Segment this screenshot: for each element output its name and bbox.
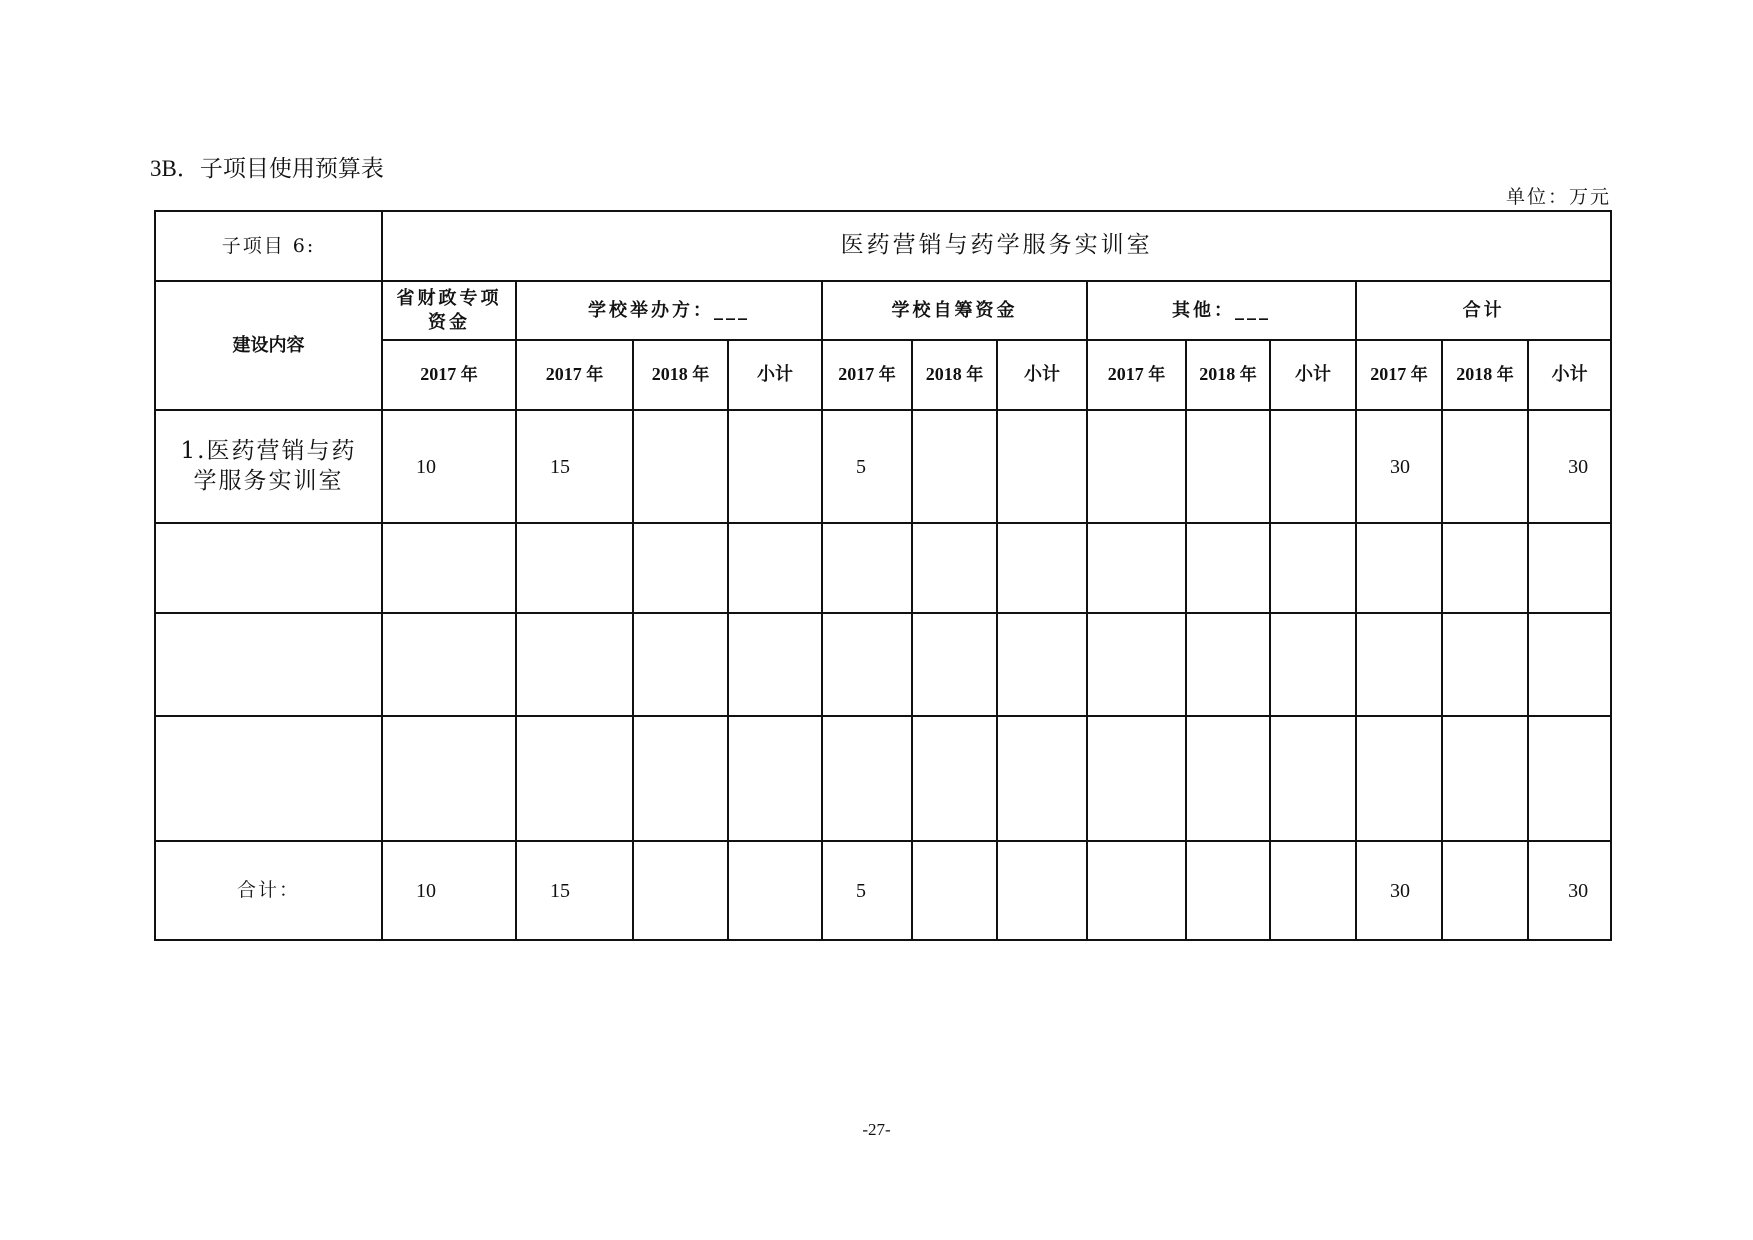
- year-header: 2017 年: [1356, 340, 1442, 410]
- row-content: 1.医药营销与药学服务实训室: [155, 410, 382, 523]
- cell-prov-2017: 10: [382, 410, 516, 523]
- table-row-empty: [155, 716, 1611, 841]
- budget-table: [154, 210, 1612, 941]
- cell-other-2018: [1186, 410, 1270, 523]
- sum-other-2017: [1087, 841, 1186, 940]
- sum-org-2018: [633, 841, 728, 940]
- subtotal-header: 小计: [997, 340, 1087, 410]
- year-header: 2017 年: [822, 340, 912, 410]
- section-title: 子项目使用预算表: [199, 156, 384, 182]
- sum-other-subtotal: [1270, 841, 1356, 940]
- col-header-content: 建设内容: [155, 281, 382, 410]
- table-row-empty: [155, 523, 1611, 613]
- cell-other-2017: [1087, 410, 1186, 523]
- year-header: 2018 年: [912, 340, 997, 410]
- cell-total-2018: [1442, 410, 1528, 523]
- table-row-empty: [155, 613, 1611, 716]
- cell-org-2018: [633, 410, 728, 523]
- sum-total-subtotal: 30: [1528, 841, 1611, 940]
- subproject-row: [155, 211, 1611, 281]
- sum-self-2017: 5: [822, 841, 912, 940]
- cell-total-2017: 30: [1356, 410, 1442, 523]
- col-header-total: 合计: [1356, 281, 1611, 340]
- sum-org-subtotal: [728, 841, 822, 940]
- col-header-self-funds: 学校自筹资金: [822, 281, 1087, 340]
- cell-self-2018: [912, 410, 997, 523]
- subtotal-header: 小计: [1528, 340, 1611, 410]
- sum-self-2018: [912, 841, 997, 940]
- section-heading: [150, 150, 384, 183]
- cell-other-subtotal: [1270, 410, 1356, 523]
- year-header: 2018 年: [1442, 340, 1528, 410]
- header-row-groups: [155, 281, 1611, 340]
- sum-total-2018: [1442, 841, 1528, 940]
- sum-total-2017: 30: [1356, 841, 1442, 940]
- subproject-label: 子项目 6:: [155, 211, 382, 281]
- cell-self-2017: 5: [822, 410, 912, 523]
- sum-label: 合计：: [155, 841, 382, 940]
- year-header: 2017 年: [382, 340, 516, 410]
- col-header-provincial: 省财政专项资金: [382, 281, 516, 340]
- sum-row: [155, 841, 1611, 940]
- subtotal-header: 小计: [728, 340, 822, 410]
- sum-self-subtotal: [997, 841, 1087, 940]
- unit-label: 单位：万元: [1505, 186, 1611, 208]
- subproject-title: 医药营销与药学服务实训室: [382, 211, 1611, 281]
- col-header-school-org: 学校举办方：___: [516, 281, 822, 340]
- year-header: 2017 年: [1087, 340, 1186, 410]
- cell-total-subtotal: 30: [1528, 410, 1611, 523]
- year-header: 2017 年: [516, 340, 633, 410]
- cell-self-subtotal: [997, 410, 1087, 523]
- year-header: 2018 年: [633, 340, 728, 410]
- col-header-other: 其他：___: [1087, 281, 1356, 340]
- year-header: 2018 年: [1186, 340, 1270, 410]
- subtotal-header: 小计: [1270, 340, 1356, 410]
- cell-org-subtotal: [728, 410, 822, 523]
- sum-org-2017: 15: [516, 841, 633, 940]
- sum-prov-2017: 10: [382, 841, 516, 940]
- page-number: -27-: [862, 1120, 891, 1139]
- section-number: 3B．: [150, 156, 200, 181]
- sum-other-2018: [1186, 841, 1270, 940]
- cell-org-2017: 15: [516, 410, 633, 523]
- table-row: [155, 410, 1611, 523]
